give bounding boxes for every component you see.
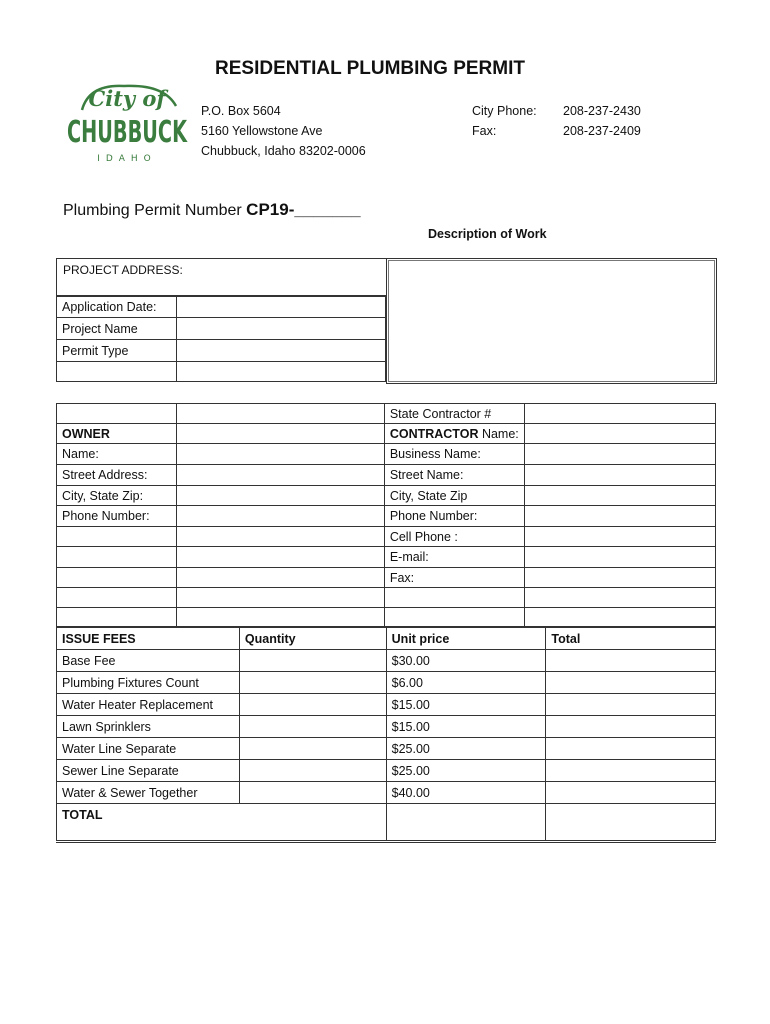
- description-of-work-label: Description of Work: [428, 227, 547, 241]
- quantity-header: Quantity: [239, 628, 386, 650]
- application-date-label: Application Date:: [57, 297, 177, 318]
- blank-cell[interactable]: [57, 588, 177, 608]
- contractor-name-suffix: Name:: [478, 426, 519, 441]
- quantity-input[interactable]: [239, 760, 386, 782]
- contact-labels: [472, 101, 537, 141]
- blank-cell[interactable]: [57, 404, 177, 424]
- logo-city-text: City of: [88, 86, 166, 111]
- blank-cell[interactable]: [57, 608, 177, 627]
- phone-value: 208-237-2430: [563, 104, 641, 118]
- owner-city-label: City, State Zip:: [57, 486, 177, 506]
- total-input[interactable]: [546, 694, 716, 716]
- blank-cell[interactable]: [176, 424, 384, 444]
- owner-phone-input[interactable]: [176, 506, 384, 527]
- contractor-phone-input[interactable]: [524, 506, 715, 527]
- contractor-phone-label: Phone Number:: [384, 506, 524, 527]
- cell-phone-input[interactable]: [524, 527, 715, 547]
- blank-cell[interactable]: [524, 608, 715, 627]
- fax-label: Fax:: [384, 568, 524, 588]
- blank-cell[interactable]: [176, 404, 384, 424]
- blank-cell[interactable]: [176, 568, 384, 588]
- cell-phone-label: Cell Phone :: [384, 527, 524, 547]
- fee-item: Sewer Line Separate: [57, 760, 240, 782]
- quantity-input[interactable]: [239, 782, 386, 804]
- description-of-work-field[interactable]: [386, 258, 717, 384]
- owner-contractor-table: [56, 403, 716, 627]
- fee-item: Water & Sewer Together: [57, 782, 240, 804]
- blank-cell[interactable]: [524, 588, 715, 608]
- fee-item: Water Line Separate: [57, 738, 240, 760]
- quantity-input[interactable]: [239, 738, 386, 760]
- unit-price: $6.00: [386, 672, 546, 694]
- blank-cell[interactable]: [57, 547, 177, 568]
- contractor-street-label: Street Name:: [384, 465, 524, 486]
- fee-item: Base Fee: [57, 650, 240, 672]
- fax-value: 208-237-2409: [563, 124, 641, 138]
- blank-cell[interactable]: [57, 362, 177, 382]
- quantity-input[interactable]: [239, 650, 386, 672]
- blank-cell[interactable]: [176, 362, 385, 382]
- blank-cell[interactable]: [57, 568, 177, 588]
- fee-item: Plumbing Fixtures Count: [57, 672, 240, 694]
- business-name-label: Business Name:: [384, 444, 524, 465]
- contractor-city-input[interactable]: [524, 486, 715, 506]
- city-of-chubbuck-logo: [64, 80, 190, 164]
- blank-cell[interactable]: [176, 527, 384, 547]
- permit-type-input[interactable]: [176, 340, 385, 362]
- contractor-name-input[interactable]: [524, 424, 715, 444]
- total-input[interactable]: [546, 738, 716, 760]
- blank-cell[interactable]: [176, 608, 384, 627]
- email-label: E-mail:: [384, 547, 524, 568]
- mailing-address: [201, 101, 366, 161]
- application-table: [56, 296, 386, 382]
- fax-input[interactable]: [524, 568, 715, 588]
- contractor-heading: CONTRACTOR: [389, 426, 479, 441]
- permit-number-label: Plumbing Permit Number: [63, 202, 247, 219]
- total-input[interactable]: [546, 760, 716, 782]
- quantity-input[interactable]: [239, 694, 386, 716]
- owner-name-label: Name:: [57, 444, 177, 465]
- fee-item: Water Heater Replacement: [57, 694, 240, 716]
- logo-main-text: CHUBBUCK: [67, 115, 189, 150]
- business-name-input[interactable]: [524, 444, 715, 465]
- state-contractor-input[interactable]: [524, 404, 715, 424]
- contractor-name-label: [384, 424, 524, 444]
- address-line: P.O. Box 5604: [201, 104, 281, 118]
- email-input[interactable]: [524, 547, 715, 568]
- owner-name-input[interactable]: [176, 444, 384, 465]
- owner-street-label: Street Address:: [57, 465, 177, 486]
- total-price-cell[interactable]: [386, 804, 546, 842]
- total-header: Total: [546, 628, 716, 650]
- blank-cell[interactable]: [176, 547, 384, 568]
- owner-heading: OWNER: [57, 424, 177, 444]
- contact-values: [563, 101, 641, 141]
- fax-label: Fax:: [472, 124, 497, 138]
- application-date-input[interactable]: [176, 297, 385, 318]
- total-label: TOTAL: [57, 804, 387, 842]
- blank-cell[interactable]: [384, 588, 524, 608]
- owner-city-input[interactable]: [176, 486, 384, 506]
- contractor-city-label: City, State Zip: [384, 486, 524, 506]
- project-address-field[interactable]: [56, 258, 387, 296]
- logo-state-text: IDAHO: [97, 154, 157, 164]
- issue-fees-header: ISSUE FEES: [57, 628, 240, 650]
- quantity-input[interactable]: [239, 716, 386, 738]
- blank-cell[interactable]: [176, 588, 384, 608]
- owner-phone-label: Phone Number:: [57, 506, 177, 527]
- unit-price: $25.00: [386, 760, 546, 782]
- contractor-street-input[interactable]: [524, 465, 715, 486]
- total-input[interactable]: [546, 782, 716, 804]
- permit-number: [63, 200, 361, 220]
- project-name-label: Project Name: [57, 318, 177, 340]
- phone-label: City Phone:: [472, 104, 537, 118]
- unit-price: $15.00: [386, 694, 546, 716]
- owner-street-input[interactable]: [176, 465, 384, 486]
- total-input[interactable]: [546, 672, 716, 694]
- blank-cell[interactable]: [384, 608, 524, 627]
- unit-price: $25.00: [386, 738, 546, 760]
- grand-total-input[interactable]: [546, 804, 716, 842]
- issue-fees-table: [56, 627, 716, 843]
- quantity-input[interactable]: [239, 672, 386, 694]
- address-line: Chubbuck, Idaho 83202-0006: [201, 144, 366, 158]
- total-input[interactable]: [546, 650, 716, 672]
- project-address-label: PROJECT ADDRESS:: [63, 263, 183, 277]
- unit-price: $15.00: [386, 716, 546, 738]
- blank-cell[interactable]: [57, 527, 177, 547]
- project-name-input[interactable]: [176, 318, 385, 340]
- unit-price-header: Unit price: [386, 628, 546, 650]
- total-input[interactable]: [546, 716, 716, 738]
- unit-price: $30.00: [386, 650, 546, 672]
- address-line: 5160 Yellowstone Ave: [201, 124, 323, 138]
- fee-item: Lawn Sprinklers: [57, 716, 240, 738]
- state-contractor-label: State Contractor #: [384, 404, 524, 424]
- permit-number-value: CP19-_______: [246, 200, 361, 219]
- unit-price: $40.00: [386, 782, 546, 804]
- permit-type-label: Permit Type: [57, 340, 177, 362]
- form-title: RESIDENTIAL PLUMBING PERMIT: [215, 58, 525, 79]
